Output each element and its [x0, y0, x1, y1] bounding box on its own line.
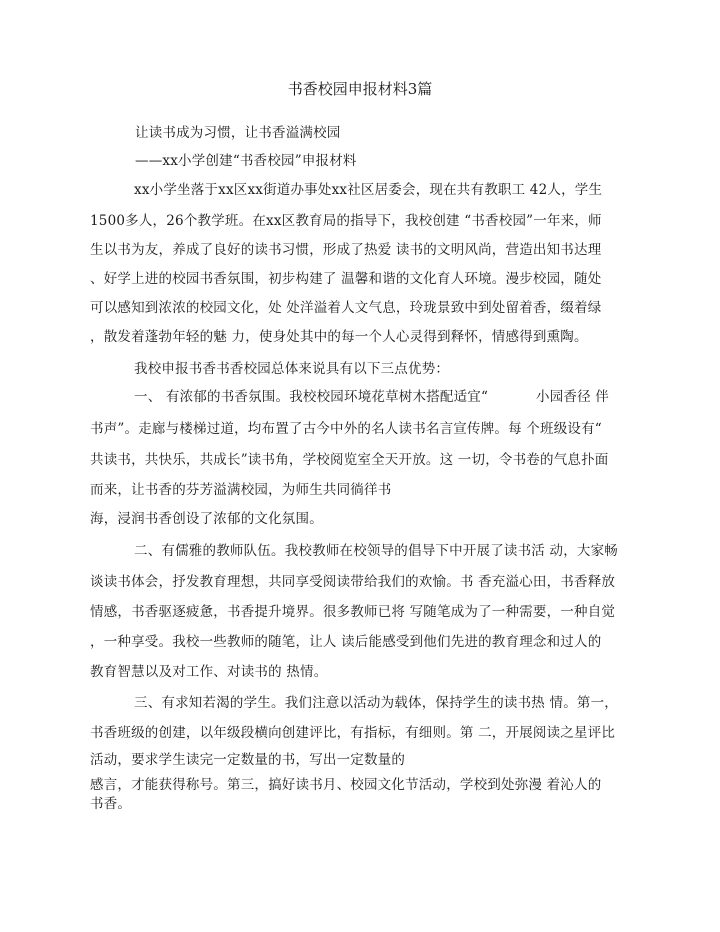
paragraph-line: 海，浸润书香创设了浓郁的文化氛围。 — [90, 511, 323, 527]
document-title: 书香校园申报材料3篇 — [287, 80, 433, 98]
paragraph-line: xx小学坐落于xx区xx街道办事处xx社区居委会，现在共有教职工 42人，学生 — [134, 182, 603, 198]
subtitle-line: 让读书成为习惯，让书香溢满校园 — [135, 125, 341, 141]
paragraph-line: ，一种享受。我校一些教师的随笔，让人 读后能感受到他们先进的教育理念和过人的 — [90, 634, 602, 650]
paragraph-line: 1500多人，26个教学班。在xx区教育局的指导下，我校创建 “书香校园”一年来，师 — [90, 213, 602, 229]
paragraph-line: 而来，让书香的芬芳溢满校园，为师生共同徜徉书 — [90, 482, 392, 498]
paragraph-line: 生以书为友，养成了良好的读书习惯，形成了热爱 读书的文明风尚，营造出知书达理 — [90, 242, 602, 258]
paragraph-line: 教育智慧以及对工作、对读书的 热情。 — [90, 664, 328, 680]
paragraph-line: ，散发着蓬勃年轻的魅 力，使身处其中的每一个人心灵得到释怀，情感得到熏陶。 — [90, 329, 588, 345]
paragraph-line: 一、 有浓郁的书香氛围。我校校园环境花草树木搭配适宜“ — [134, 389, 489, 405]
paragraph-line: 书香班级的创建，以年级段横向创建评比，有指标，有细则。第 二，开展阅读之星评比 — [90, 725, 616, 741]
paragraph-line: 书声”。走廊与楼梯过道，均布置了古今中外的名人读书名言宣传牌。每 个班级设有“ — [90, 421, 602, 437]
subtitle-dash-line: ——xx小学创建“书香校园”申报材料 — [135, 153, 357, 169]
paragraph-line: 书香。 — [90, 796, 132, 812]
paragraph-line: 谈读书体会，抒发教育理想，共同享受阅读带给我们的欢愉。书 香充溢心田，书香释放 — [90, 574, 616, 590]
paragraph-line: 感言，才能获得称号。第三，搞好读书月、校园文化节活动，学校到处弥漫 着沁人的 — [90, 777, 602, 793]
paragraph-line: 情感，书香驱逐疲惫，书香提升境界。很多教师已将 写随笔成为了一种需要，一种自觉 — [90, 604, 616, 620]
paragraph-line: 、好学上进的校园书香氛围，初步构建了 温馨和谐的文化育人环境。漫步校园，随处 — [90, 271, 602, 287]
paragraph-line: 我校申报书香书香校园总体来说具有以下三点优势： — [134, 361, 450, 377]
paragraph-line: 小园香径 伴 — [536, 389, 609, 405]
paragraph-line: 共读书，共快乐，共成长”读书角，学校阅览室全天开放。这 一切，令书卷的气息扑面 — [90, 452, 609, 468]
paragraph-line: 二、有儒雅的教师队伍。我校教师在校领导的倡导下中开展了读书活 动，大家畅 — [134, 543, 618, 559]
paragraph-line: 活动，要求学生读完一定数量的书，写出一定数量的 — [90, 752, 406, 768]
paragraph-line: 可以感知到浓浓的校园文化，处 处洋溢着人文气息，玲珑景致中到处留着香，缀着绿 — [90, 300, 602, 316]
paragraph-line: 三、有求知若渴的学生。我们注意以活动为载体，保持学生的读书热 情。第一， — [134, 695, 618, 711]
